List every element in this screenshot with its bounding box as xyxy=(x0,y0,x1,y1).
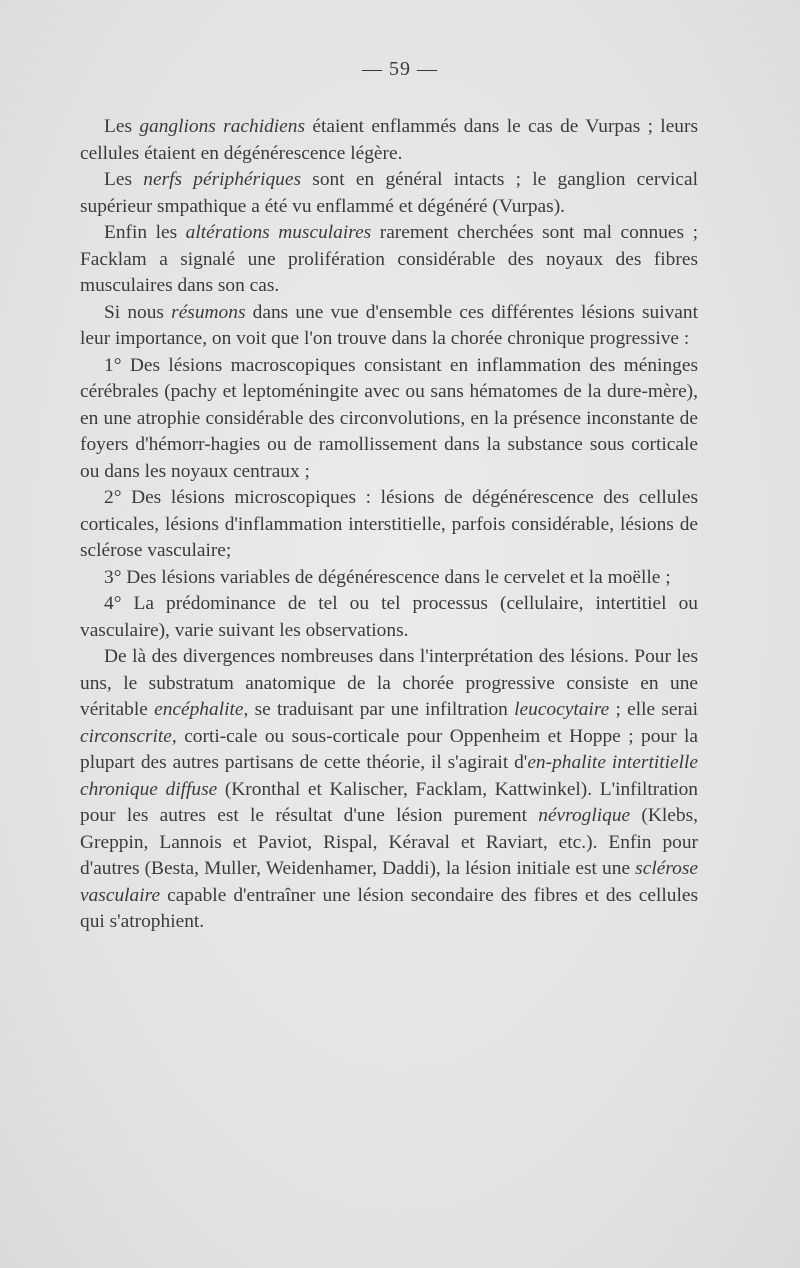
text-run: sont en général intacts ; le ganglion cervical supérieur smpathique a été vu enflammé et dégénéré (Vurpas). xyxy=(80,169,699,217)
paragraph xyxy=(80,565,698,592)
italic-text: ganglions rachidiens xyxy=(139,116,306,137)
text-run: capable d'entraîner une lésion secondaire des fibres et des cellules qui s'atrophient. xyxy=(80,884,698,932)
italic-text: nerfs périphériques xyxy=(143,169,302,190)
italic-text: circonscrite xyxy=(80,725,172,747)
text-run: 3° Des lésions variables de dégénérescence dans le cervelet et la moëlle ; xyxy=(104,566,671,588)
paragraph xyxy=(80,485,698,565)
text-run: 2° Des lésions microscopiques : lésions de dégénérescence des cellules corticales, lésions d'inflammation interstitielle, parfois considérable, lésions de sclérose vasculaire; xyxy=(80,487,698,561)
italic-text: encéphalite xyxy=(154,699,244,720)
text-run: dans une vue d'ensemble ces différentes lésions suivant leur importance, on voit que l'on trouve dans la chorée chronique progressive : xyxy=(80,301,698,349)
text-run: Les xyxy=(104,116,140,137)
italic-text: leucocytaire xyxy=(514,699,610,720)
text-run: rarement cherchées sont mal connues ; Facklam a signalé une prolifération considérable des noyaux des fibres musculaires dans son cas. xyxy=(80,222,698,296)
italic-text: altérations musculaires xyxy=(185,222,372,243)
text-run: (Klebs, Greppin, Lannois et Paviot, Rispal, Kéraval et Raviart, etc.). Enfin pour d'autres (Besta, Muller, Weidenhamer, Daddi), la lésion initiale est une xyxy=(80,805,698,879)
text-run: ; elle serai xyxy=(609,699,698,720)
italic-text: névroglique xyxy=(538,805,631,826)
text-run: Les xyxy=(104,169,144,190)
paragraph xyxy=(80,591,698,644)
text-run: Si nous xyxy=(104,301,172,323)
italic-text: sclérose vasculaire xyxy=(80,858,698,906)
text-run: (Kronthal et Kalischer, Facklam, Kattwinkel). L'infiltration pour les autres est le résultat d'une lésion purement xyxy=(80,778,698,826)
text-run: Enfin les xyxy=(104,222,186,243)
body-text xyxy=(80,114,698,936)
text-run: , se traduisant par une infiltration xyxy=(243,699,515,720)
paragraph xyxy=(80,167,698,220)
text-run: 4° La prédominance de tel ou tel processus (cellulaire, intertitiel ou vasculaire), varie suivant les observations. xyxy=(80,593,698,641)
italic-text: en-phalite intertitielle chronique diffuse xyxy=(80,752,698,800)
paragraph xyxy=(80,220,698,300)
text-run: 1° Des lésions macroscopiques consistant en inflammation des méninges cérébrales (pachy et leptoméningite avec ou sans hématomes de la dure-mère), en une atrophie considérable des circonvolutions, en la présence inconstante de foyers d'hémorr-hagies ou de ramollissement dans la substance sous corticale ou dans les noyaux centraux ; xyxy=(80,354,698,482)
text-run: étaient enflammés dans le cas de Vurpas ; leurs cellules étaient en dégénérescence légère. xyxy=(80,116,698,164)
paragraph xyxy=(80,644,698,936)
paragraph xyxy=(80,114,698,167)
italic-text: résumons xyxy=(171,301,246,323)
page-number: — 59 — xyxy=(362,58,438,80)
text-run: De là des divergences nombreuses dans l'interprétation des lésions. Pour les uns, le substratum anatomique de la chorée progressive consiste en une véritable xyxy=(80,646,698,720)
paragraph xyxy=(80,300,698,353)
text-run: , corti-cale ou sous-corticale pour Oppenheim et Hoppe ; pour la plupart des autres partisans de cette théorie, il s'agirait d' xyxy=(80,725,698,773)
paragraph xyxy=(80,353,698,486)
